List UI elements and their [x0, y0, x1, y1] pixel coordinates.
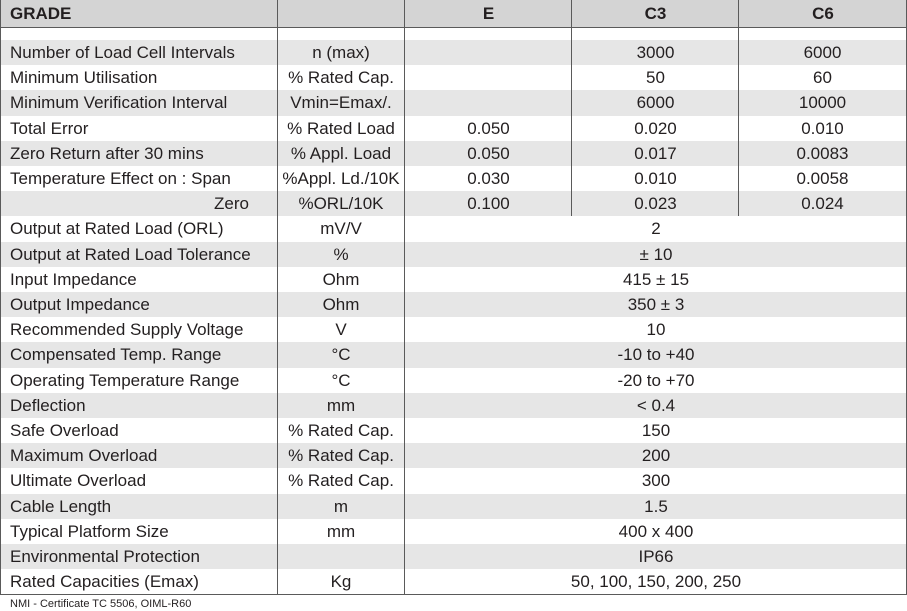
grade-header: GRADE [10, 4, 72, 23]
spec-value: 10 [646, 320, 666, 340]
spec-unit: n (max) [312, 43, 370, 62]
grade-value: 0.0058 [796, 169, 849, 188]
spec-label: Input Impedance [10, 269, 137, 289]
divider [277, 0, 278, 594]
spec-value: < 0.4 [636, 395, 676, 415]
spec-value: 350 ± 3 [627, 295, 685, 314]
spec-unit: % Rated Cap. [288, 68, 394, 88]
grade-c3-header: C3 [644, 4, 667, 23]
spec-unit: % Rated Cap. [288, 446, 394, 466]
grade-value: 0.050 [467, 118, 510, 138]
spec-unit: V [335, 320, 347, 340]
spec-label: Deflection [10, 395, 86, 415]
divider [738, 0, 739, 216]
spec-value: ± 10 [639, 244, 673, 264]
spec-value: 415 ± 15 [622, 269, 690, 289]
spec-unit: % Rated Cap. [288, 471, 394, 491]
spec-unit: °C [331, 345, 351, 365]
divider [571, 0, 572, 216]
spec-label: Environmental Protection [10, 547, 200, 566]
spec-value: 200 [641, 446, 671, 466]
grade-value: 0.010 [801, 118, 844, 138]
spec-label: Compensated Temp. Range [10, 345, 222, 365]
grade-value: 3000 [636, 43, 675, 62]
divider [404, 0, 405, 594]
divider [0, 594, 907, 595]
spec-unit: % Rated Load [287, 118, 395, 138]
spec-label: Maximum Overload [10, 446, 158, 466]
grade-value: 0.030 [467, 169, 510, 188]
spec-value: 300 [641, 471, 671, 491]
spec-label: Output at Rated Load Tolerance [10, 244, 251, 264]
spec-unit: m [333, 496, 349, 516]
grade-value: 0.050 [467, 143, 510, 163]
grade-value: 0.0083 [796, 143, 849, 163]
divider [0, 0, 1, 594]
spec-value: 50, 100, 150, 200, 250 [570, 572, 742, 592]
divider [0, 27, 907, 28]
spec-label: Total Error [10, 118, 89, 138]
spec-unit: Ohm [322, 295, 360, 314]
spec-label: Safe Overload [10, 421, 119, 440]
spec-unit: %Appl. Ld./10K [282, 169, 400, 188]
grade-value: 50 [646, 68, 665, 88]
grade-value: 6000 [636, 93, 675, 113]
grade-value: 0.010 [634, 169, 677, 188]
spec-label: Output Impedance [10, 295, 150, 314]
spec-unit: mm [326, 395, 356, 415]
spec-label: Recommended Supply Voltage [10, 320, 244, 340]
spec-value: -10 to +40 [617, 345, 695, 365]
spec-value: 150 [641, 421, 671, 440]
spec-label: Zero Return after 30 mins [10, 143, 204, 163]
footnote: NMI - Certificate TC 5506, OIML-R60 [10, 598, 192, 610]
spec-unit: %ORL/10K [298, 194, 384, 214]
spec-label: Ultimate Overload [10, 471, 147, 491]
spec-label: Typical Platform Size [10, 521, 169, 541]
spec-label: Operating Temperature Range [10, 370, 240, 390]
grade-value: 0.017 [634, 143, 677, 163]
spec-value: 2 [651, 219, 661, 239]
spec-unit: mm [326, 521, 356, 541]
spec-label: Temperature Effect on : Span [10, 169, 231, 188]
spec-label: Cable Length [10, 496, 112, 516]
grade-value: 0.024 [801, 194, 844, 214]
spec-value: IP66 [638, 547, 674, 566]
spec-label: Minimum Verification Interval [10, 93, 228, 113]
spec-label: Number of Load Cell Intervals [10, 43, 235, 62]
spec-label: Minimum Utilisation [10, 68, 158, 88]
grade-value: 10000 [798, 93, 847, 113]
grade-value: 0.100 [467, 194, 510, 214]
spec-unit: Vmin=Emax/. [290, 93, 392, 113]
spec-unit: mV/V [320, 219, 362, 239]
grade-value: 60 [813, 68, 832, 88]
spec-value: -20 to +70 [617, 370, 695, 390]
grade-value: 0.023 [634, 194, 677, 214]
spec-label: Rated Capacities (Emax) [10, 572, 199, 592]
grade-c6-header: C6 [812, 4, 834, 23]
spec-value: 1.5 [644, 496, 668, 516]
spec-unit: Ohm [322, 269, 360, 289]
grade-e-header: E [482, 4, 495, 23]
spec-unit: % Appl. Load [290, 143, 392, 163]
spec-unit: % Rated Cap. [288, 421, 394, 440]
spec-value: 400 x 400 [618, 521, 694, 541]
grade-value: 6000 [803, 43, 842, 62]
spec-label: Zero [214, 194, 249, 214]
grade-value: 0.020 [634, 118, 677, 138]
spec-unit: Kg [330, 572, 352, 592]
spec-unit: % [333, 244, 349, 264]
spec-label: Output at Rated Load (ORL) [10, 219, 224, 239]
spec-unit: °C [331, 370, 351, 390]
